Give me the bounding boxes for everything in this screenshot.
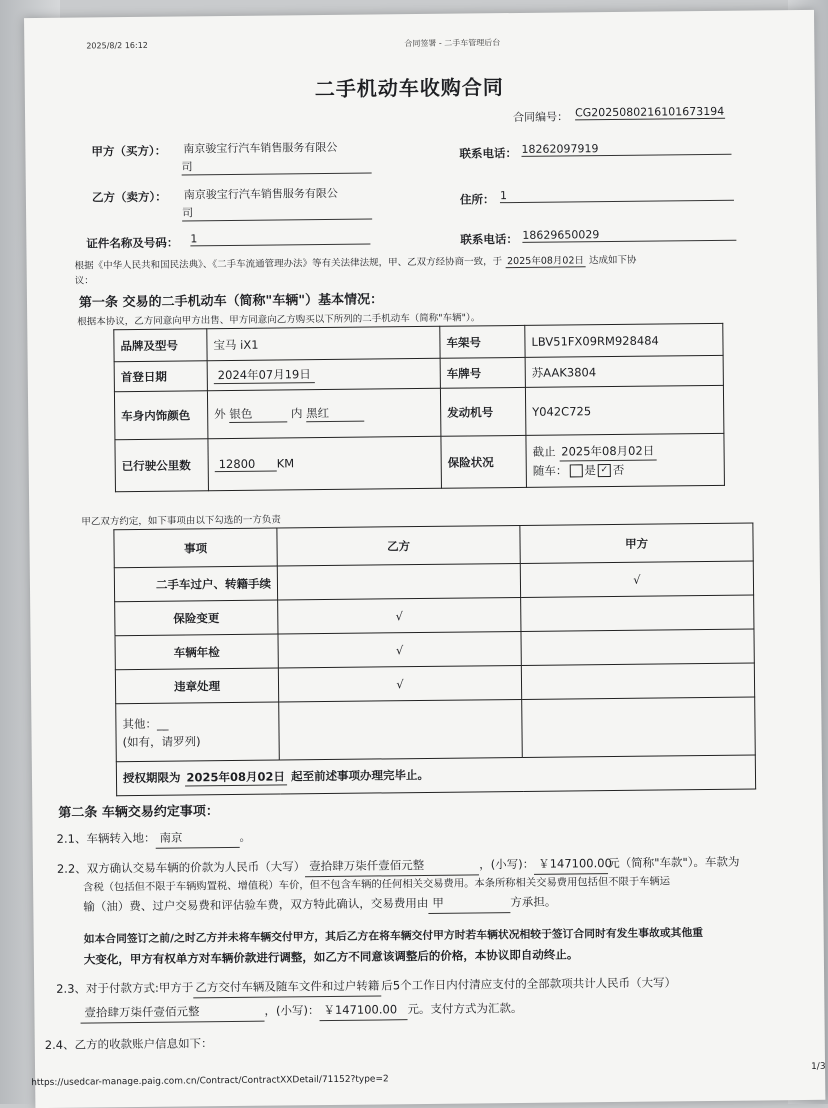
other-value: __ <box>156 716 169 731</box>
reg-date-cell <box>207 358 440 390</box>
preamble-text-after: 达成如下协 <box>588 254 637 267</box>
responsibility-intro: 甲乙双方约定，如下事项由以下勾选的一方负责 <box>81 514 281 528</box>
resp-item: 违章处理 <box>115 668 278 704</box>
col-item-header: 事项 <box>114 528 277 568</box>
c21-label: 2.1、车辆转入地： <box>56 830 156 846</box>
no-label: 否 <box>612 462 625 477</box>
yes-checkbox[interactable] <box>569 464 582 477</box>
resp-b-check[interactable]: √ <box>278 597 521 634</box>
color-cell <box>207 388 440 438</box>
mileage-value: 12800 <box>215 457 277 473</box>
contract-page <box>24 10 825 1108</box>
resp-item: 车辆年检 <box>115 634 278 670</box>
auth-date: 2025年08月02日 <box>184 768 287 786</box>
int-prefix: 内 <box>290 406 303 421</box>
clause-2-4: 2.4、乙方的收款账户信息如下： <box>44 1036 213 1052</box>
c23-amount: ￥147100.00 <box>319 1000 407 1021</box>
clause-2-2-line2: 含税（包括但不限于车辆购置税、增值税）车价，但不包含车辆的任何相关交易费用。本条所称相关交易费用包括但不限于车辆运 <box>83 875 671 894</box>
party-a-phone: 18262097919 <box>521 141 731 157</box>
no-checkbox[interactable]: ✓ <box>598 464 611 477</box>
party-a-phone-label: 联系电话： <box>459 145 518 161</box>
plate-value: 苏AAK3804 <box>525 355 723 387</box>
engine-value: Y042C725 <box>525 385 723 435</box>
int-color: 黑红 <box>306 405 364 423</box>
party-a-name-line2: 司 <box>182 157 372 176</box>
article2-heading: 第二条 车辆交易约定事项： <box>58 804 219 821</box>
c22-payer: 甲 <box>428 893 510 914</box>
col-a-header: 甲方 <box>520 523 753 563</box>
reg-date-label: 首登日期 <box>114 361 207 392</box>
party-b-name-line2: 司 <box>182 203 372 222</box>
mileage-label: 已行驶公里数 <box>115 439 209 492</box>
other-label: 其他： <box>122 716 157 731</box>
other-b[interactable] <box>279 699 523 760</box>
party-b-phone-label: 联系电话： <box>460 231 518 247</box>
other-cell <box>116 702 280 762</box>
engine-label: 发动机号 <box>440 387 525 436</box>
brand-value: 宝马 iX1 <box>207 326 440 360</box>
insurance-until-prefix: 截止 <box>532 444 556 459</box>
party-b-name-line1: 南京骏宝行汽车销售服务有限公 <box>183 186 338 202</box>
preamble-text: 根据《中华人民共和国民法典》、《二手车流通管理办法》等有关法律法规，甲、乙双方经协商一致，于 <box>74 256 503 272</box>
brand-label: 品牌及型号 <box>114 329 207 362</box>
other-a[interactable] <box>522 697 756 757</box>
print-page-title: 合同签署 - 二手车管理后台 <box>404 38 501 49</box>
id-value: 1 <box>190 231 370 247</box>
c22-mid: ，(小写)： <box>479 856 535 872</box>
party-b-address-label: 住所： <box>459 192 495 207</box>
c23-post: 后5个工作日内付清应支付的全部款项共计人民币（大写） <box>381 975 677 993</box>
bold-notice-line2: 大变化，甲方有权单方对车辆价款进行调整，如乙方不同意该调整后的价格，本协议即自动终止。 <box>83 947 579 967</box>
c23-mid: ，(小写)： <box>264 1003 320 1018</box>
resp-item: 保险变更 <box>115 600 278 636</box>
resp-b-check[interactable]: √ <box>278 631 521 668</box>
contract-no: CG2025080216101673194 <box>574 104 725 120</box>
vin-value: LBV51FX09RM928484 <box>525 323 723 357</box>
resp-a-check[interactable] <box>521 663 754 699</box>
reg-date-value: 2024年07月19日 <box>214 366 315 384</box>
resp-a-check[interactable]: √ <box>520 561 753 597</box>
vin-label: 车架号 <box>440 325 525 358</box>
resp-b-check[interactable] <box>277 563 520 600</box>
c22-pre: 2.2、双方确认交易车辆的价款为人民币（大写） <box>56 859 306 876</box>
c22-line3-post: 方承担。 <box>510 894 557 910</box>
clause-2-1 <box>57 828 251 850</box>
party-b-phone: 18629650029 <box>522 227 736 243</box>
ext-color: 银色 <box>229 405 287 423</box>
c23-words: 壹拾肆万柒仟壹佰元整 <box>80 1002 264 1024</box>
clause-2-3-line2 <box>80 999 522 1024</box>
c22-line3-pre: 输（油）费、过户交易费和评估验车费，双方特此确认，交易费用由 <box>83 895 429 914</box>
party-b-address: 1 <box>500 187 734 203</box>
other-note: (如有，请罗列) <box>122 733 201 749</box>
preamble-line2: 议： <box>74 275 94 287</box>
preamble-line1 <box>75 252 637 273</box>
auth-period-cell <box>116 755 755 796</box>
preamble-date: 2025年08月02日 <box>505 252 586 268</box>
insurance-until <box>532 441 717 462</box>
with-car-label: 随车： <box>532 463 568 478</box>
c21-value: 南京 <box>155 828 239 849</box>
c23-pre: 2.3、对于付款方式:甲方于 <box>56 980 194 996</box>
contract-title: 二手机动车收购合同 <box>314 75 504 102</box>
c22-amount: ￥147100.00 <box>534 854 608 875</box>
vehicle-info-table <box>113 323 725 492</box>
c23-end: 元。支付方式为汇款。 <box>407 1000 523 1017</box>
color-label: 车身内饰颜色 <box>114 391 207 440</box>
auth-label: 授权期限为 <box>122 770 181 786</box>
plate-label: 车牌号 <box>440 357 525 388</box>
col-b-header: 乙方 <box>277 525 520 566</box>
resp-a-check[interactable] <box>521 595 754 631</box>
party-a-label: 甲方（买方）： <box>91 143 167 159</box>
c23-cond: 乙方交付车辆及随车文件和过户转籍 <box>193 976 381 998</box>
resp-a-check[interactable] <box>521 629 754 665</box>
resp-item: 二手车过户、转籍手续 <box>114 566 277 602</box>
yes-label: 是 <box>584 463 596 478</box>
mileage-unit: KM <box>276 456 295 471</box>
insurance-cell <box>526 433 725 487</box>
insurance-label: 保险状况 <box>441 435 527 488</box>
clause-2-3-line1 <box>56 973 676 999</box>
resp-b-check[interactable]: √ <box>278 665 521 702</box>
bold-notice-line1: 如本合同签订之前/之时乙方并未将车辆交付甲方，其后乙方在将车辆交付甲方时若车辆状况相较于签订合同时有发生事故或其他重 <box>83 926 704 946</box>
footer-page-number: 1/3 <box>810 1061 826 1072</box>
auth-after: 起至前述事项办理完毕止。 <box>290 767 430 784</box>
footer-url[interactable]: https://usedcar-manage.paig.com.cn/Contract/ContractXXDetail/71152?type=2 <box>31 1074 389 1089</box>
mileage-cell <box>208 436 442 490</box>
print-datetime: 2025/8/2 16:12 <box>86 40 148 51</box>
contract-no-label: 合同编号： <box>513 110 569 125</box>
article1-heading: 第一条 交易的二手机动车（简称"车辆"）基本情况： <box>78 292 384 311</box>
insurance-until-date: 2025年08月02日 <box>559 442 656 462</box>
with-car-row <box>533 460 718 480</box>
c21-end: 。 <box>239 829 251 844</box>
clause-2-2-line3 <box>83 893 556 918</box>
party-a-name-line1: 南京骏宝行汽车销售服务有限公 <box>183 140 338 156</box>
party-b-label: 乙方（卖方）： <box>91 189 167 205</box>
responsibility-table <box>113 523 756 797</box>
article1-intro: 根据本协议，乙方同意向甲方出售、甲方同意向乙方购买以下所列的二手机动车（简称"车辆"）。 <box>77 312 481 328</box>
c22-post: 元（简称"车款"）。车款为 <box>608 854 740 871</box>
ext-prefix: 外 <box>214 407 226 422</box>
id-label: 证件名称及号码： <box>86 235 179 251</box>
c22-amount-words: 壹拾肆万柒仟壹佰元整 <box>305 855 479 877</box>
